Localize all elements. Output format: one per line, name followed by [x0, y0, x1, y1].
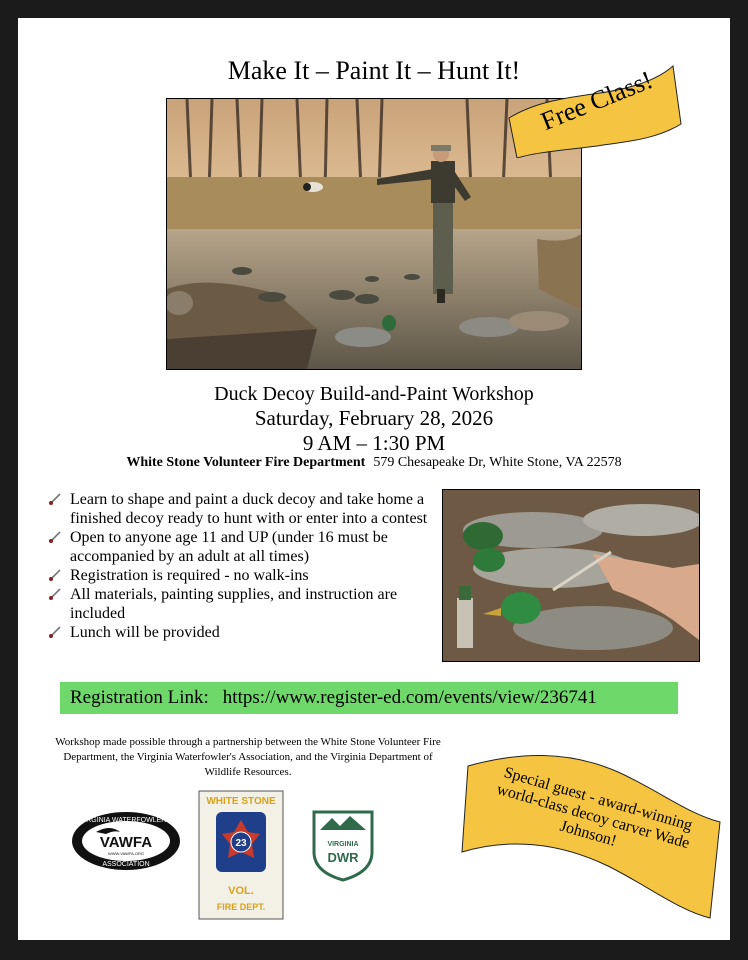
ws-line2: FIRE DEPT. — [216, 902, 266, 912]
bullet-text: Registration is required - no walk-ins — [70, 567, 309, 584]
ws-top: WHITE STONE — [206, 796, 276, 807]
vawfa-arc-bottom: ASSOCIATION — [102, 861, 150, 868]
bullet-text: Lunch will be provided — [70, 624, 220, 641]
paintbrush-icon — [48, 568, 62, 582]
virginia-dwr-logo — [310, 808, 376, 882]
ws-line1: VOL. — [228, 885, 254, 897]
decoy-painting-photo — [442, 489, 700, 662]
registration-label: Registration Link: — [70, 687, 209, 708]
event-time: 9 AM – 1:30 PM — [302, 431, 446, 455]
event-date: Saturday, February 28, 2026 — [254, 406, 494, 430]
venue-address: 579 Chesapeake Dr, White Stone, VA 22578 — [373, 455, 622, 470]
registration-bar — [60, 682, 678, 714]
venue-name: White Stone Volunteer Fire Department — [126, 455, 366, 470]
free-class-banner — [505, 62, 683, 158]
vawfa-url: WWW.VAWFA.ORG — [108, 851, 144, 856]
partnership-note: Workshop made possible through a partnership between the White Stone Volunteer Fire Department, the Virginia Waterfowler's Association, and the Virginia Department of Wildlife Resources. — [55, 736, 441, 778]
bullet-text: Learn to shape and paint a duck decoy and take home a finished decoy ready to hunt with or enter into a contest — [70, 491, 428, 527]
paintbrush-icon — [48, 492, 62, 506]
registration-link[interactable]: https://www.register-ed.com/events/view/236741 — [222, 687, 597, 708]
free-class-text: Free Class! — [536, 65, 657, 137]
white-stone-fire-logo — [198, 790, 284, 920]
list-item — [48, 623, 428, 642]
list-item — [48, 566, 428, 585]
feature-list — [48, 490, 428, 642]
event-title: Duck Decoy Build-and-Paint Workshop — [214, 383, 534, 405]
vawfa-center: VAWFA — [99, 834, 153, 851]
dwr-top: VIRGINIA — [327, 841, 359, 848]
vawfa-logo — [70, 810, 182, 872]
list-item — [48, 528, 428, 566]
venue — [18, 455, 730, 471]
list-item — [48, 585, 428, 623]
flyer-page — [18, 18, 730, 940]
special-guest-text: Special guest - award-winning world-class decoy carver Wade Johnson! — [494, 764, 695, 853]
paintbrush-icon — [48, 530, 62, 544]
ws-number: 23 — [235, 838, 247, 849]
dwr-bottom: DWR — [327, 850, 359, 865]
paintbrush-icon — [48, 587, 62, 601]
bullet-text: All materials, painting supplies, and instruction are included — [70, 586, 398, 622]
bullet-text: Open to anyone age 11 and UP (under 16 must be accompanied by an adult at all times) — [70, 529, 388, 565]
paintbrush-icon — [48, 625, 62, 639]
special-guest-banner — [458, 742, 726, 922]
headline: Make It – Paint It – Hunt It! — [227, 56, 521, 85]
vawfa-arc-top: VIRGINIA WATERFOWLERS' — [79, 817, 173, 824]
list-item — [48, 490, 428, 528]
